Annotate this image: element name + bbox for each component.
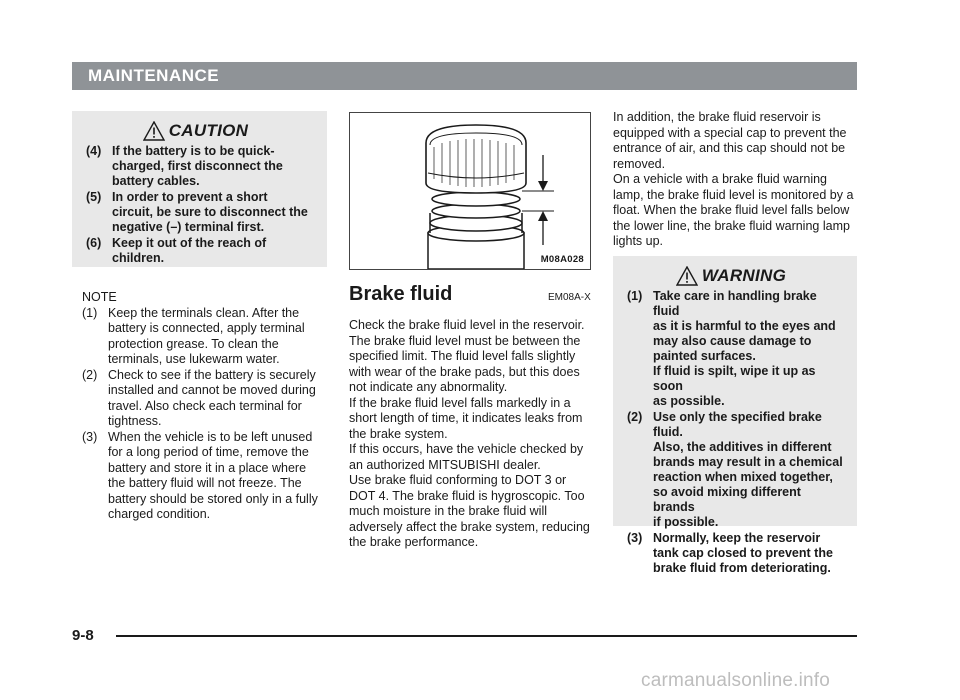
caution-item-line: Keep it out of the reach of (112, 236, 267, 250)
note-item-number: (3) (82, 429, 98, 444)
note-title: NOTE (82, 290, 117, 304)
note-item (82, 368, 326, 430)
note-section (82, 290, 326, 523)
warning-item-line: reaction when mixed together, (653, 470, 833, 484)
warning-item-line: Use only the specified brake (653, 410, 822, 424)
body-paragraph: If this occurs, have the vehicle checked by an authorized MITSUBISHI dealer. (349, 442, 584, 472)
warning-item-number: (2) (627, 410, 643, 424)
warning-item (627, 289, 845, 409)
watermark-text: carmanualsonline.info (641, 670, 831, 691)
caution-item-line: charged, first disconnect the (112, 159, 283, 173)
note-item (82, 430, 326, 523)
warning-item-line: painted surfaces. (653, 349, 756, 363)
warning-item (627, 410, 845, 530)
footer-rule (116, 635, 857, 637)
figure-label: M08A028 (540, 254, 584, 265)
reservoir-info-text (613, 110, 858, 250)
caution-item-line: If the battery is to be quick- (112, 144, 275, 158)
warning-item-line: Normally, keep the reservoir (653, 531, 821, 545)
note-item-number: (2) (82, 367, 98, 382)
section-header-bar (72, 62, 857, 90)
caution-item (86, 236, 315, 266)
warning-item-line: brands may result in a chemical (653, 455, 843, 469)
warning-item-line: Also, the additives in different (653, 440, 832, 454)
warning-item-line: as it is harmful to the eyes and (653, 319, 836, 333)
note-item-text: Check to see if the battery is securely installed and cannot be moved during travel. Also check each terminal for tightness. (108, 367, 316, 428)
warning-item-line: Take care in handling brake fluid (653, 289, 817, 318)
caution-item (86, 144, 315, 189)
warning-item (627, 531, 845, 576)
body-paragraph: In addition, the brake fluid reservoir is equipped with a special cap to prevent the entrance of air, and this cap should not be removed. (613, 110, 847, 171)
brake-fluid-body (349, 318, 592, 551)
warning-title: WARNING (701, 266, 787, 285)
note-item-text: When the vehicle is to be left unused for a long period of time, remove the battery and store it in a place where the battery fluid will not freeze. The battery should be stored only in a fully charged condition. (108, 429, 318, 521)
warning-item-line: so avoid mixing different brands (653, 485, 801, 514)
warning-triangle-icon (676, 266, 698, 286)
note-list (82, 306, 326, 523)
caution-item-line: circuit, be sure to disconnect the (112, 205, 308, 219)
section-header-title: MAINTENANCE (88, 66, 220, 85)
caution-heading (76, 121, 315, 141)
warning-item-line: fluid. (653, 425, 683, 439)
section-code: EM08A-X (548, 292, 591, 303)
warning-item-line: if possible. (653, 515, 719, 529)
warning-list (627, 289, 845, 576)
warning-item-line: tank cap closed to prevent the (653, 546, 833, 560)
body-paragraph: If the brake fluid level falls markedly in a short length of time, it indicates leaks from the brake system. (349, 395, 583, 441)
brake-reservoir-illustration (350, 113, 590, 269)
caution-item-number: (6) (86, 236, 102, 250)
section-title-brake-fluid: Brake fluid (349, 283, 453, 305)
caution-item-number: (5) (86, 190, 102, 204)
body-paragraph: Check the brake fluid level in the reservoir. The brake fluid level must be between the specified limit. The fluid level falls slightly with wear of the brake pads, but this does not indicate any abnormality. (349, 318, 585, 394)
warning-item-line: may also cause damage to (653, 334, 812, 348)
caution-item-line: negative (–) terminal first. (112, 220, 265, 234)
caution-list (86, 144, 315, 266)
body-paragraph: Use brake fluid conforming to DOT 3 or DOT 4. The brake fluid is hygroscopic. Too much moisture in the brake fluid will adversely affect the brake system, reducing the brake performance. (349, 473, 590, 549)
note-item-text: Keep the terminals clean. After the battery is connected, apply terminal protection grease. To clean the terminals, use lukewarm water. (108, 305, 305, 366)
caution-item (86, 190, 315, 235)
body-paragraph: On a vehicle with a brake fluid warning lamp, the brake fluid level is monitored by a float. When the brake fluid level falls below the lower line, the brake fluid warning lamp lights up. (613, 172, 854, 248)
caution-title: CAUTION (168, 121, 249, 140)
note-item (82, 306, 326, 368)
page-number: 9-8 (72, 627, 94, 644)
warning-item-number: (1) (627, 289, 643, 303)
warning-box (613, 256, 857, 575)
caution-item-line: children. (112, 251, 165, 265)
note-item-number: (1) (82, 305, 98, 320)
warning-triangle-icon (143, 121, 165, 141)
warning-item-line: brake fluid from deteriorating. (653, 561, 831, 575)
caution-item-line: In order to prevent a short (112, 190, 268, 204)
caution-box (72, 111, 327, 267)
warning-item-number: (3) (627, 531, 643, 545)
warning-item-line: as possible. (653, 394, 725, 408)
warning-item-line: If fluid is spilt, wipe it up as soon (653, 364, 816, 393)
caution-item-number: (4) (86, 144, 102, 158)
warning-heading (617, 266, 845, 286)
brake-reservoir-figure (349, 112, 591, 270)
caution-item-line: battery cables. (112, 174, 200, 188)
